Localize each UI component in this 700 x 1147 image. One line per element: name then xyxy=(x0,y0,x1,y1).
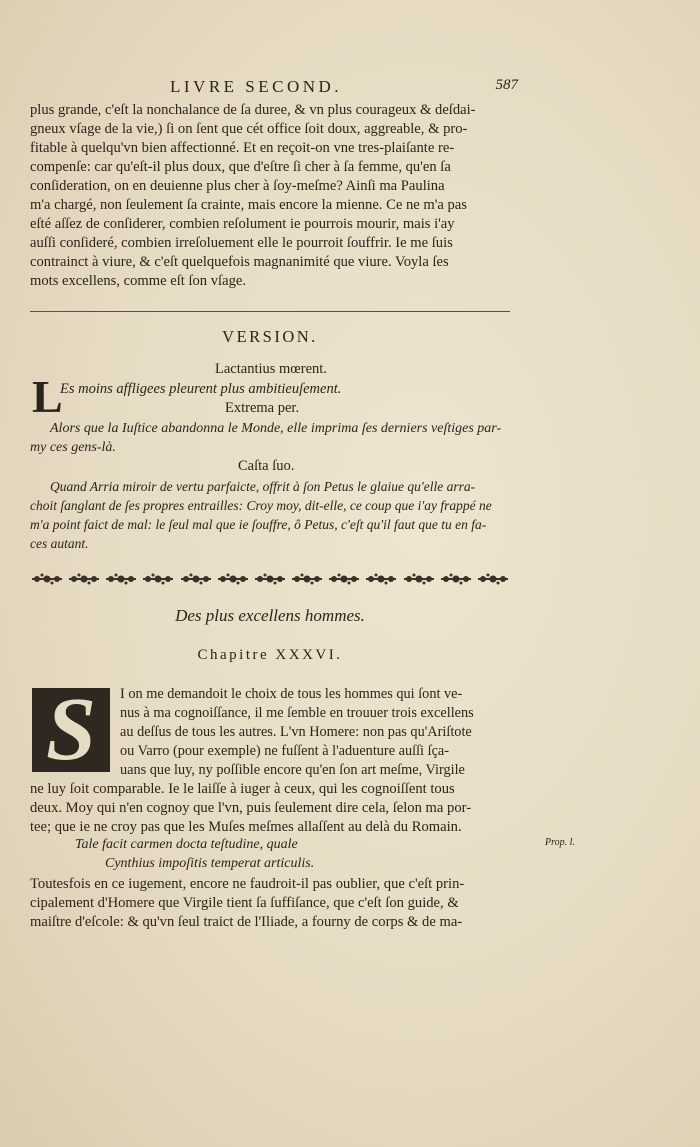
chapter-body xyxy=(30,875,510,932)
text-line: fitable à quelqu'vn bien affectionné. Et en reçoit-on vne tres-plaiſante re- xyxy=(30,140,455,156)
chapter-title: Des plus excellens hommes. xyxy=(175,606,365,625)
text-line: mots excellens, comme eſt ſon vſage. xyxy=(30,273,247,289)
fleuron-icon xyxy=(364,572,398,586)
text-line: m'a point faict de mal: le ſeul mal que ie ſouffre, ô Petus, c'eſt qu'il faut que tu en fa- xyxy=(30,517,487,532)
latin-verse: Cynthius impoſitis temperat articulis. xyxy=(105,856,315,871)
text-line: ces autant. xyxy=(30,536,89,551)
text-line: choit ſanglant de ſes propres entrailles: Croy moy, dit-elle, ce coup que i'ay frappé ne xyxy=(30,498,492,513)
text-line: nus à ma cognoiſſance, il me ſemble en trouuer trois excellens xyxy=(120,705,474,721)
text-line: I on me demandoit le choix de tous les hommes qui ſont ve- xyxy=(120,686,463,702)
decorated-initial-s xyxy=(32,688,110,772)
text-line: tee; que ie ne croy pas que les Muſes meſmes allaſſent au delà du Romain. xyxy=(30,819,462,835)
text-line: eſté aſſez de conſiderer, combien reſolument ie pourrois mourir, mais i'ay xyxy=(30,216,455,232)
french-translation xyxy=(30,419,510,457)
text-line: Quand Arria miroir de vertu parfaicte, offrit à ſon Petus le glaiue qu'elle arra- xyxy=(50,479,476,494)
drop-initial-l: L xyxy=(32,371,63,422)
chapter-number: Chapitre XXXVI. xyxy=(197,647,343,663)
text-line: m'a chargé, non ſeulement ſa crainte, mais encore la mienne. Ce ne m'a pas xyxy=(30,197,467,213)
fleuron-icon xyxy=(30,572,64,586)
latin-verse: Tale facit carmen docta teſtudine, quale xyxy=(75,837,298,852)
text-line: gneux vſage de la vie,) ſi on ſent que cét office ſoit doux, aggreable, & pro- xyxy=(30,121,468,137)
fleuron-icon xyxy=(290,572,324,586)
french-translation: Es moins affligees pleurent plus ambitieuſement. xyxy=(60,381,342,397)
latin-quote: Lactantius mœrent. xyxy=(215,361,327,377)
section-divider xyxy=(30,311,510,312)
latin-quote: Caſta ſuo. xyxy=(238,458,295,474)
text-line: uans que luy, ny poſſible encore qu'en ſon art meſme, Virgile xyxy=(120,762,465,778)
text-line: conſideration, on en deuienne plus cher à ſoy-meſme? Ainſi ma Paulina xyxy=(30,178,445,194)
text-line: deux. Moy qui n'en cognoy que l'vn, puis ſeulement dire cela, ſelon ma por- xyxy=(30,800,472,816)
text-line: cipalement d'Homere que Virgile tient ſa ſuffiſance, que c'eſt ſon guide, & xyxy=(30,895,459,911)
top-paragraph xyxy=(30,101,510,291)
text-line: ou Varro (pour exemple) ne fuſſent à l'aduenture auſſi ſça- xyxy=(120,743,450,759)
french-translation xyxy=(30,477,510,553)
fleuron-icon xyxy=(104,572,138,586)
text-line: Alors que la Iuſtice abandonna le Monde, elle imprima ſes derniers veſtiges par- xyxy=(50,421,502,436)
marginal-note: Prop. l. xyxy=(545,837,575,848)
fleuron-icon xyxy=(402,572,436,586)
chapter-body xyxy=(30,780,510,837)
text-line: my ces gens-là. xyxy=(30,440,116,455)
ornament-band xyxy=(30,570,510,588)
text-line: auſſi conſideré, combien irreſoluement elle le pourroit ſouffrir. Ie me ſuis xyxy=(30,235,453,251)
fleuron-icon xyxy=(476,572,510,586)
text-line: ne luy ſoit comparable. Ie le laiſſe à iuger à ceux, qui les cognoiſſent tous xyxy=(30,781,455,797)
fleuron-icon xyxy=(253,572,287,586)
version-heading: VERSION. xyxy=(222,327,318,346)
initial-letter: S xyxy=(45,688,97,772)
chapter-opening xyxy=(120,685,510,780)
fleuron-icon xyxy=(327,572,361,586)
latin-quote: Extrema per. xyxy=(225,400,300,416)
page-number: 587 xyxy=(495,77,518,93)
text-line: contrainct à viure, & c'eſt quelquefois magnanimité que viure. Voyla ſes xyxy=(30,254,449,270)
text-line: Toutesfois en ce iugement, encore ne faudroit-il pas oublier, que c'eſt prin- xyxy=(30,876,465,892)
text-line: plus grande, c'eſt la nonchalance de ſa duree, & vn plus courageux & deſdai- xyxy=(30,102,476,118)
fleuron-icon xyxy=(141,572,175,586)
page-header xyxy=(30,77,518,97)
text-line: compenſe: car qu'eſt-il plus doux, que d'eſtre ſi cher à ſa femme, qu'en ſa xyxy=(30,159,451,175)
fleuron-icon xyxy=(216,572,250,586)
fleuron-icon xyxy=(67,572,101,586)
running-head: LIVRE SECOND. xyxy=(170,77,343,96)
text-line: au deſſus de tous les autres. L'vn Homere: non pas qu'Ariſtote xyxy=(120,724,472,740)
fleuron-icon xyxy=(179,572,213,586)
text-line: maiſtre d'eſcole: & qu'vn ſeul traict de l'Iliade, a fourny de corps & de ma- xyxy=(30,914,463,930)
fleuron-icon xyxy=(439,572,473,586)
